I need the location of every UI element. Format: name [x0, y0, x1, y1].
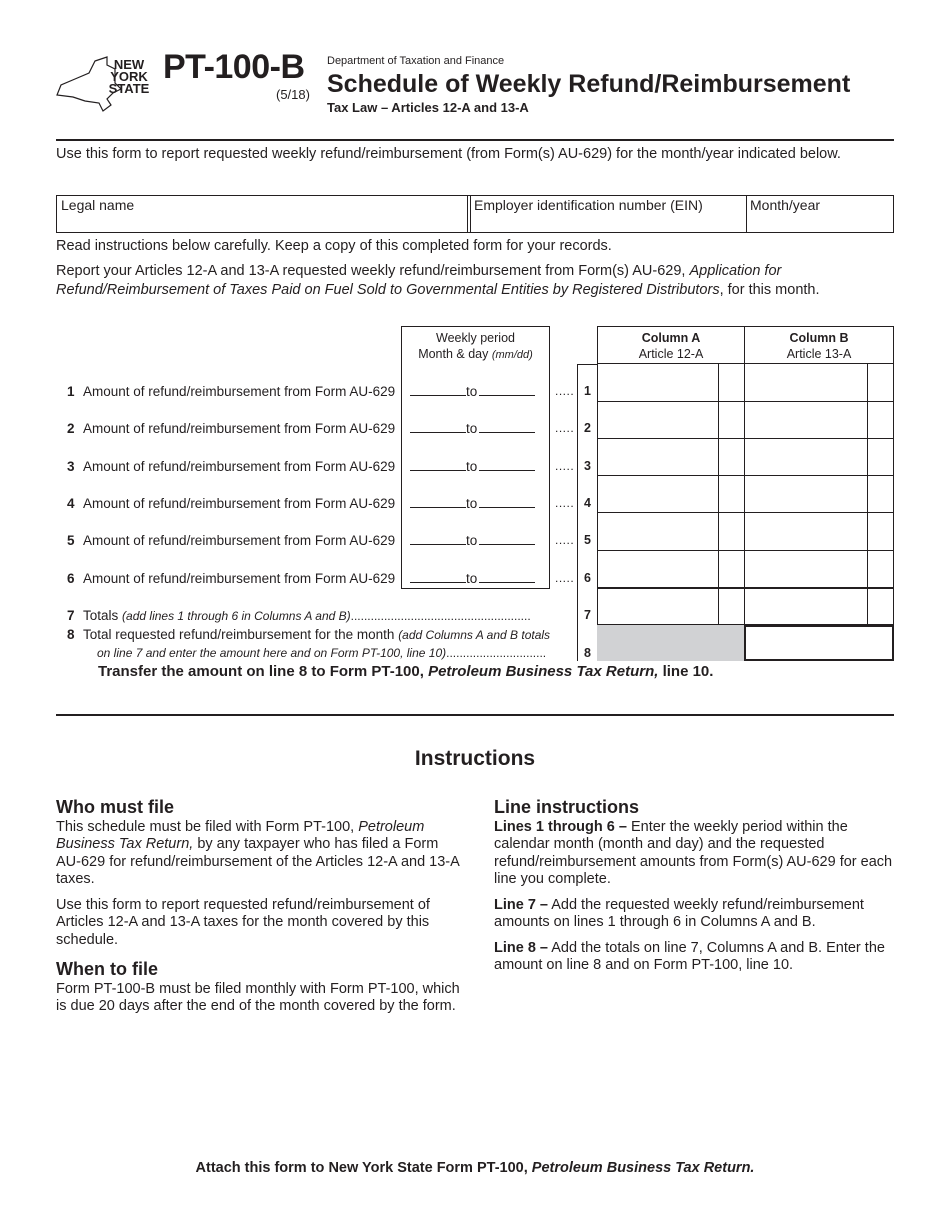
line-number: 3: [584, 459, 591, 473]
ein-label: Employer identification number (EIN): [474, 197, 703, 213]
column-b-input[interactable]: [745, 402, 893, 438]
row-label: 6 Amount of refund/reimbursement from Form AU-629: [67, 571, 396, 586]
column-a-header: Column A Article 12-A: [638, 331, 704, 361]
month-year-label: Month/year: [750, 197, 821, 213]
tax-law: Tax Law – Articles 12-A and 13-A: [327, 100, 529, 115]
when-to-file-p1: Form PT-100-B must be filed monthly with Form PT-100, which is due 20 days after the end of the month covered by the form.: [56, 980, 460, 1014]
line-7-label: 7 Totals (add lines 1 through 6 in Columns A and B)......................................................: [67, 608, 531, 623]
column-a-input[interactable]: [598, 477, 744, 513]
leader-dots: .....: [555, 496, 575, 510]
weekly-period-input[interactable]: to: [410, 421, 535, 436]
report-suffix: , for this month.: [719, 282, 820, 298]
column-b-input[interactable]: [745, 365, 893, 401]
department: Department of Taxation and Finance: [327, 55, 505, 67]
form-revision: (5/18): [276, 87, 310, 102]
line-number: 5: [584, 533, 591, 547]
report-prefix: Report your Articles 12-A and 13-A requested weekly refund/reimbursement from Form(s) AU-629,: [56, 263, 690, 279]
row-label: 2 Amount of refund/reimbursement from Form AU-629: [67, 421, 396, 436]
leader-dots: .....: [555, 533, 575, 547]
who-must-file-p1: This schedule must be filed with Form PT-100, Petroleum Business Tax Return, by any taxpayer who has filed a Form AU-629 for refund/reimbursement of the Articles 12-A and 13-A taxes.: [56, 818, 459, 887]
form-id: PT-100-B: [163, 48, 305, 86]
column-a-input[interactable]: [598, 402, 744, 438]
report-instructions: [56, 262, 896, 300]
weekly-period-input[interactable]: to: [410, 571, 535, 586]
line-number: 6: [584, 571, 591, 585]
left-instructions-column: [56, 799, 466, 1024]
line-7-instructions: Line 7 – Add the requested weekly refund/reimbursement amounts on lines 1 through 6 in Columns A and B.: [494, 896, 864, 930]
who-must-file-heading: Who must file: [56, 797, 174, 817]
line-8-instructions: Line 8 – Add the totals on line 7, Columns A and B. Enter the amount on line 8 and on Form PT-100, line 10.: [494, 939, 885, 973]
divider: [467, 196, 468, 232]
leader-dots: .....: [555, 421, 575, 435]
column-b-input[interactable]: [745, 477, 893, 513]
when-to-file-heading: When to file: [56, 959, 158, 979]
weekly-period-input[interactable]: to: [410, 533, 535, 548]
weekly-period-input[interactable]: to: [410, 384, 535, 399]
month-year-field[interactable]: [746, 196, 893, 232]
column-a-input[interactable]: [598, 440, 744, 476]
column-a-input[interactable]: [598, 514, 744, 550]
leader-dots: .....: [555, 459, 575, 473]
identification-box: [56, 195, 894, 233]
leader-dots: .....: [555, 384, 575, 398]
logo-text-york: YORK: [110, 69, 148, 84]
footer-note: Attach this form to New York State Form PT-100, Petroleum Business Tax Return.: [195, 1160, 755, 1176]
legal-name-field[interactable]: [57, 196, 467, 232]
leader-dots: .....: [555, 571, 575, 585]
page-title: Schedule of Weekly Refund/Reimbursement: [327, 70, 851, 98]
line-number: 2: [584, 421, 591, 435]
line-instructions-heading: Line instructions: [494, 797, 640, 817]
line-7-number: 7: [584, 608, 591, 622]
line-8-label: 8 Total requested refund/reimbursement for the month (add Columns A and B totals: [67, 627, 551, 642]
legal-name-label: Legal name: [61, 197, 135, 213]
report-title: Application for Refund/Reimbursement of Taxes Paid on Fuel Sold to Governmental Entities by Registered Distributors: [56, 263, 782, 298]
logo-text-new: NEW: [113, 57, 145, 72]
line-number: 1: [584, 384, 591, 398]
column-a-input[interactable]: [598, 552, 744, 588]
read-instructions: Read instructions below carefully. Keep a copy of this completed form for your records.: [56, 238, 612, 254]
weekly-period-header: Weekly period Month & day (mm/dd): [418, 331, 533, 361]
who-must-file-p2: Use this form to report requested refund/reimbursement of Articles 12-A and 13-A taxes for the month covered by this schedule.: [56, 896, 430, 948]
column-b-input[interactable]: [745, 440, 893, 476]
transfer-note: Transfer the amount on line 8 to Form PT-100, Petroleum Business Tax Return, line 10.: [98, 663, 714, 680]
line-number: 4: [584, 496, 591, 510]
header-divider: [56, 139, 894, 141]
row-label: 5 Amount of refund/reimbursement from Form AU-629: [67, 533, 396, 548]
line-8-note: on line 7 and enter the amount here and on Form PT-100, line 10)..............................: [97, 646, 547, 660]
weekly-period-input[interactable]: to: [410, 496, 535, 511]
column-b-header: Column B Article 13-A: [786, 331, 852, 361]
nys-logo: [55, 55, 155, 113]
line-8-shaded-cell: [597, 625, 745, 661]
row-label: 3 Amount of refund/reimbursement from Form AU-629: [67, 459, 396, 474]
logo-text-state: STATE: [108, 81, 150, 96]
instructions-heading: Instructions: [414, 747, 536, 770]
line-8-total-input[interactable]: [744, 625, 894, 661]
section-divider: [56, 714, 894, 716]
column-b-input[interactable]: [745, 514, 893, 550]
row-label: 1 Amount of refund/reimbursement from Form AU-629: [67, 384, 396, 399]
right-instructions-column: [494, 799, 894, 983]
column-a-input[interactable]: [598, 365, 744, 401]
row-label: 4 Amount of refund/reimbursement from Form AU-629: [67, 496, 396, 511]
ein-field[interactable]: [470, 196, 746, 232]
lines-1-6-instructions: Lines 1 through 6 – Enter the weekly period within the calendar month (month and day) and the requested refund/reimbursement amounts from Form(s) AU-629 for each line you complete.: [494, 818, 893, 887]
weekly-period-input[interactable]: to: [410, 459, 535, 474]
intro-text: Use this form to report requested weekly refund/reimbursement (from Form(s) AU-629) for the month/year indicated below.: [56, 146, 841, 162]
line-8-number: 8: [584, 646, 591, 660]
column-b-input[interactable]: [745, 552, 893, 588]
